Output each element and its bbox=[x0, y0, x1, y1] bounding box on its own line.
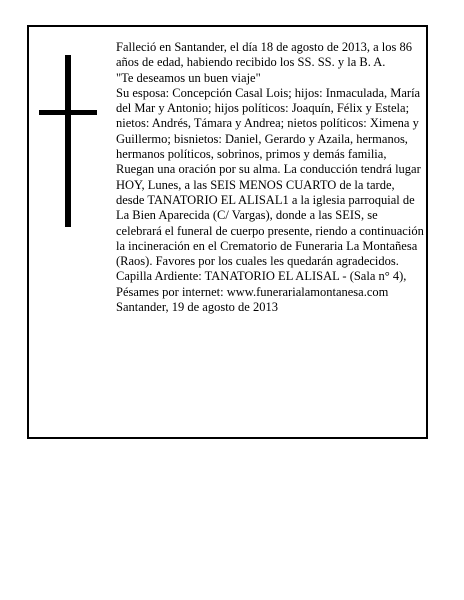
funeral-details: Ruegan una oración por su alma. La conducción tendrá lugar HOY, Lunes, a las SEIS MENOS CUARTO de la tarde, desde TANATORIO EL ALISAL1 a la iglesia parroquial de La Bien Aparecida (C/ Vargas), donde a las SEIS, se celebrará el funeral de cuerpo presente, riendo a continuación la incineración en el Crematorio de Funeraria La Montañesa (Raos). Favores por los cuales les quedarán agradecidos. Capilla Ardiente: TANATORIO EL ALISAL - (Sala n° 4), bbox=[116, 162, 424, 284]
notice-text bbox=[116, 40, 424, 315]
place-date: Santander, 19 de agosto de 2013 bbox=[116, 300, 278, 315]
cross-icon bbox=[39, 55, 97, 227]
cross-vertical-bar bbox=[65, 55, 71, 227]
farewell-quote: "Te deseamos un buen viaje" bbox=[116, 70, 261, 85]
family-list: Su esposa: Concepción Casal Lois; hijos: Inmaculada, María del Mar y Antonio; hijos políticos: Joaquín, Félix y Estela; nietos: Andrés, Támara y Andrea; nietos políticos: Ximena y Guillermo; bisnietos: Daniel, Gerardo y Azaila, hermanos, hermanos políticos, sobrinos, primos y demás familia, bbox=[116, 85, 421, 162]
death-announcement: Falleció en Santander, el día 18 de agosto de 2013, a los 86 años de edad, habiendo recibido los SS. SS. y la B. A. bbox=[116, 40, 412, 70]
condolences-web: Pésames por internet: www.funerarialamontanesa.com bbox=[116, 284, 389, 299]
cross-horizontal-bar bbox=[39, 110, 97, 115]
obituary-notice bbox=[27, 25, 428, 439]
